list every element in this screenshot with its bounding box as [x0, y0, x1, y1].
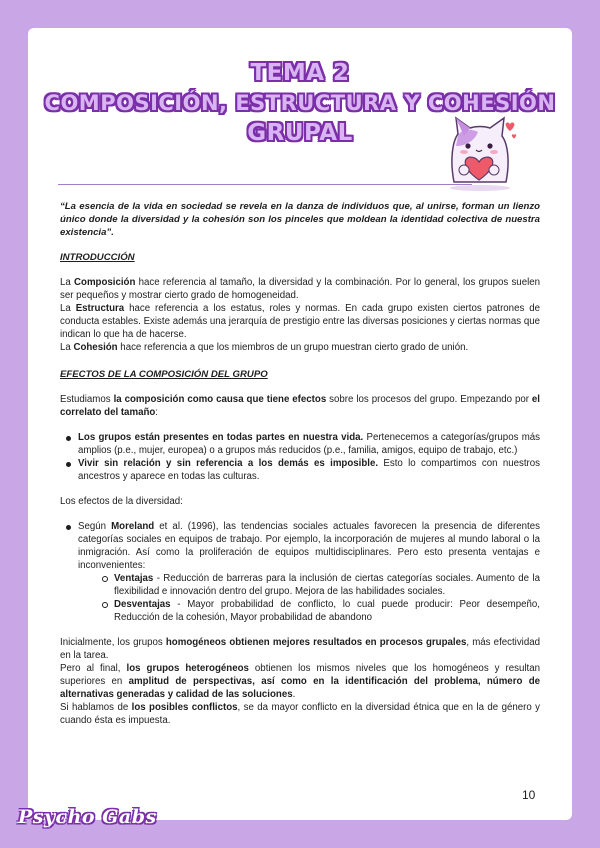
list-item: Según Moreland et al. (1996), las tendencias sociales actuales favorecen la presencia de diferentes categorías sociales en equipos de trabajo. Por ejemplo, la incorporación de mujeres al mundo laboral o la inmigración. Así como la proliferación de equipos multidisciplinares. Pero esto presenta ventajas e inconvenientes: Ventajas - Reducción de barreras para la inclusión de ciertas categorías sociales. Aumento de la flexibilidad e innovación dentro del grupo. Mejora de las habilidades sociales. Desventajas - Mayor probabilidad de conflicto, lo cual puede producir: Peor desempeño, Reducción de la cohesión, Mayor probabilidad de abandono	[60, 520, 540, 624]
paragraph-estructura: La Estructura hace referencia a los estatus, roles y normas. En cada grupo existen ciertos patrones de conducta estables. Existe además una jerarquía de prestigio entre las diversas posiciones y ciertas normas que indican lo que ha de hacerse.	[60, 303, 540, 340]
list-item: Vivir sin relación y sin referencia a los demás es imposible. Esto lo compartimos con nuestros ancestros y aparece en todas las culturas.	[60, 457, 540, 483]
bullet-list-tamano	[60, 431, 540, 483]
paragraph-homogeneos: Inicialmente, los grupos homogéneos obtienen mejores resultados en procesos grupales, más efectividad en la tarea.	[60, 637, 540, 661]
title-main: COMPOSICIÓN, ESTRUCTURA Y COHESIÓN	[44, 91, 556, 115]
list-item-ventajas: Ventajas - Reducción de barreras para la inclusión de ciertas categorías sociales. Aumento de la flexibilidad e innovación dentro del grupo. Mejora de las habilidades sociales.	[96, 572, 540, 598]
document-body	[60, 200, 540, 727]
list-item: Los grupos están presentes en todas partes en nuestra vida. Pertenecemos a categorías/grupos más amplios (p.e., mujer, europea) o a grupos más reducidos (p.e., familia, amigos, equipo de trabajo, etc.)	[60, 431, 540, 457]
brand-logo: Psycho Gabs	[18, 806, 157, 828]
paragraph-conflictos: Si hablamos de los posibles conflictos, se da mayor conflicto en la diversidad étnica que en la de género y cuando ésta es impuesta.	[60, 702, 541, 726]
paragraph-cohesion: La Cohesión hace referencia a que los miembros de un grupo muestran cierto grado de unión.	[60, 342, 469, 353]
paragraph-heterogeneos: Pero al final, los grupos heterogéneos obtienen los mismos niveles que los homogéneos y resultan superiores en amplitud de perspectivas, así como en la identificación del problema, número de alternativas generadas y calidad de las soluciones.	[60, 663, 541, 700]
title-divider	[58, 184, 472, 185]
cat-heart-mascot-icon	[444, 112, 522, 192]
paragraph-composicion: La Composición hace referencia al tamaño, la diversidad y la combinación. Por lo general, los grupos suelen ser pequeños y mostrar cierto grado de homogeneidad.	[60, 277, 541, 301]
paragraph-efectos-diversidad: Los efectos de la diversidad:	[60, 496, 183, 507]
page-number: 10	[522, 788, 536, 802]
title-subline: GRUPAL	[247, 120, 353, 146]
section-heading-introduccion: INTRODUCCIÓN	[60, 252, 135, 263]
list-item-desventajas: Desventajas - Mayor probabilidad de conflicto, lo cual puede producir: Peor desempeño, Reducción de la cohesión, Mayor probabilidad de abandono	[96, 598, 540, 624]
sub-list	[96, 572, 540, 624]
title-topic: TEMA 2	[250, 60, 350, 86]
section-heading-efectos: EFECTOS DE LA COMPOSICIÓN DEL GRUPO	[60, 369, 268, 380]
bullet-list-diversidad	[60, 520, 540, 624]
paragraph-estudiamos: Estudiamos la composición como causa que tiene efectos sobre los procesos del grupo. Empezando por el correlato del tamaño:	[60, 394, 540, 418]
opening-quote: “La esencia de la vida en sociedad se revela en la danza de individuos que, al unirse, forman un lienzo único donde la diversidad y la cohesión son los pinceles que moldean la identidad colectiva de nuestra existencia”.	[60, 201, 540, 238]
document-page	[28, 28, 572, 820]
